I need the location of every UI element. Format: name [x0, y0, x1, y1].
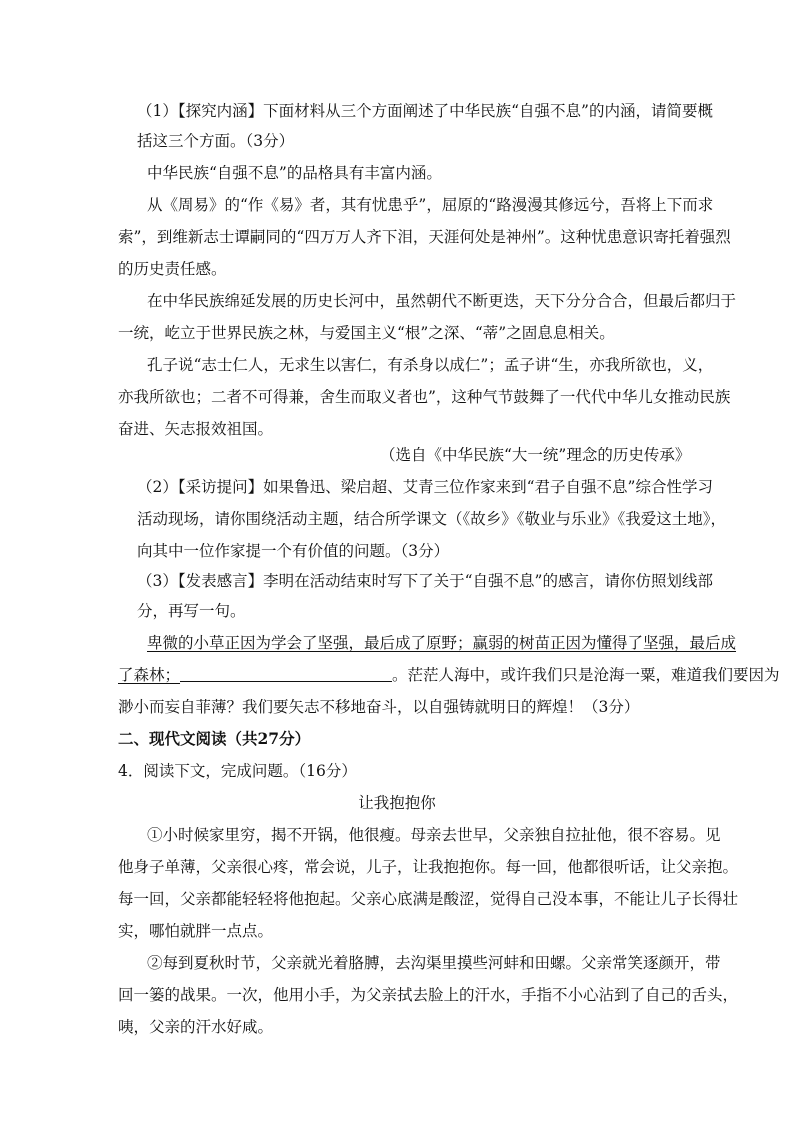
article-p1-line-2: 他身子单薄，父亲很心疼，常会说，儿子，让我抱抱你。每一回，他都很听话，让父亲抱。 — [118, 858, 739, 876]
q3-line-2: 分，再写一句。 — [137, 602, 246, 620]
q4-prompt: 4．阅读下文，完成问题。（16分） — [118, 762, 357, 780]
article-p1-line-3: 每一回，父亲都能轻轻将他抱起。父亲心底满是酸涩，觉得自己没本事，不能让儿子长得壮 — [118, 890, 739, 908]
q3-underlined-line-1: 卑微的小草正因为学会了坚强，最后成了原野；赢弱的树苗正因为懂得了坚强，最后成 — [147, 634, 737, 652]
article-p2-line-1: ②每到夏秋时节，父亲就光着胳膊，去沟渠里摸些河蚌和田螺。父亲常笑逐颜开，带 — [147, 954, 721, 972]
q1-line-2: 括这三个方面。（3分） — [137, 132, 295, 150]
section-heading: 二、现代文阅读（共27分） — [118, 729, 311, 748]
material-p2-line-2: 一统，屹立于世界民族之林，与爱国主义“根”之深、“蒂”之固息息相关。 — [118, 324, 615, 342]
q3-line-5: 渺小而妄自菲薄？我们要矢志不移地奋斗，以自强铸就明日的辉煌！（3分） — [118, 698, 640, 716]
q2-line-3: 向其中一位作家提一个有价值的问题。（3分） — [137, 542, 450, 560]
material-p3-line-3: 奋进、矢志报效祖国。 — [118, 420, 274, 438]
material-source: （选自《中华民族“大一统”理念的历史传承》 — [380, 446, 691, 464]
q3-line-1: （3）【发表感言】李明在活动结束时写下了关于“自强不息”的感言，请你仿照划线部 — [137, 572, 713, 590]
article-p1-line-4: 实，哪怕就胖一点点。 — [118, 922, 274, 940]
article-p2-line-3: 咦，父亲的汗水好咸。 — [118, 1018, 274, 1036]
material-intro: 中华民族“自强不息”的品格具有丰富内涵。 — [147, 164, 442, 182]
material-p2-line-1: 在中华民族绵延发展的历史长河中，虽然朝代不断更迭，天下分分合合，但最后都归于 — [147, 292, 737, 310]
article-p2-line-2: 回一篓的战果。一次，他用小手，为父亲拭去脸上的汗水，手指不小心沾到了自己的舌头， — [118, 986, 739, 1004]
q2-line-1: （2）【采访提问】如果鲁迅、梁启超、艾青三位作家来到“君子自强不息”综合性学习 — [137, 478, 713, 496]
answer-blank[interactable] — [180, 665, 392, 682]
material-p3-line-2: 亦我所欲也；二者不可得兼，舍生而取义者也”，这种气节鼓舞了一代代中华儿女推动民族 — [118, 388, 731, 406]
q3-after-blank: 。茫茫人海中，或许我们只是沧海一粟，难道我们要因为 — [392, 666, 780, 684]
material-p1-line-2: 索”，到维新志士谭嗣同的“四万万人齐下泪，天涯何处是神州”。这种忧患意识寄托着强烈 — [118, 228, 731, 246]
q3-line-4 — [118, 664, 780, 686]
q1-line-1: （1）【探究内涵】下面材料从三个方面阐述了中华民族“自强不息”的内涵，请简要概 — [137, 102, 713, 120]
material-p1-line-3: 的历史责任感。 — [118, 260, 227, 278]
q3-underlined-line-2: 了森林； — [118, 666, 181, 684]
article-title: 让我抱抱你 — [358, 794, 436, 812]
q2-line-2: 活动现场，请你围绕活动主题，结合所学课文（《故乡》《敬业与乐业》《我爱这土地》， — [137, 510, 727, 528]
material-p3-line-1: 孔子说“志士仁人，无求生以害仁，有杀身以成仁”；孟子讲“生，亦我所欲也，义， — [147, 356, 714, 374]
article-p1-line-1: ①小时候家里穷，揭不开锅，他很瘦。母亲去世早，父亲独自拉扯他，很不容易。见 — [147, 826, 721, 844]
material-p1-line-1: 从《周易》的“作《易》者，其有忧患乎”，屈原的“路漫漫其修远兮，吾将上下而求 — [147, 196, 714, 214]
